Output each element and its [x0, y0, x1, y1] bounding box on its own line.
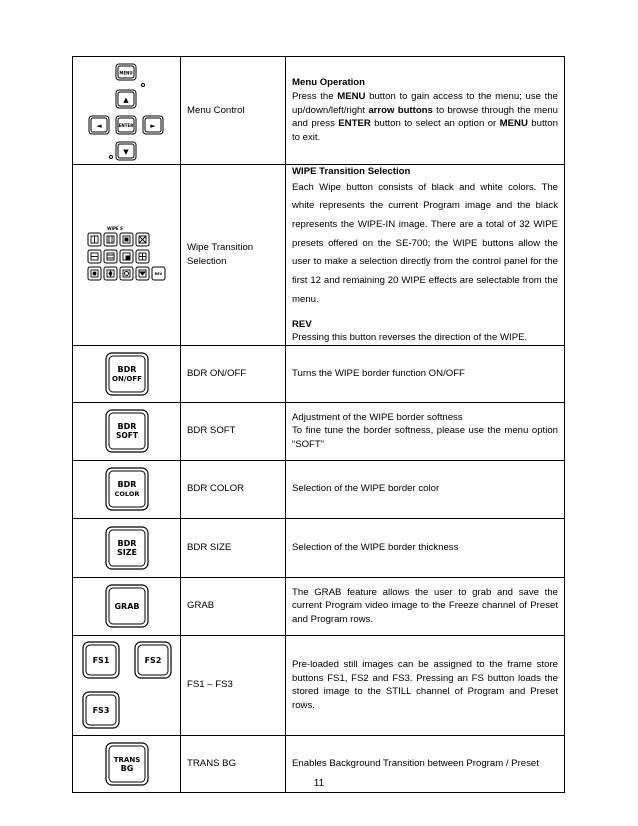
- bdr-size-image: [73, 518, 181, 577]
- table-row: [73, 57, 565, 165]
- grab-label: GRAB: [113, 602, 140, 612]
- controls-table: [72, 56, 565, 793]
- row-name: BDR COLOR: [181, 460, 286, 518]
- bdr-onoff-label-2: ON/OFF: [111, 374, 142, 383]
- grab-button-icon: [105, 584, 149, 628]
- page-number: 11: [313, 778, 325, 789]
- row-description: Adjustment of the WIPE border softness To fine tune the border softness, please use the menu option “SOFT”: [286, 402, 565, 460]
- rev-button-label: REV: [154, 271, 162, 276]
- bdr-size-label-2: SIZE: [116, 547, 137, 557]
- menu-control-icon: [87, 61, 167, 161]
- row-description: [286, 57, 565, 165]
- trans-bg-label-1: TRANS: [113, 755, 140, 764]
- row-description: Enables Background Transition between Program / Preset: [286, 735, 565, 792]
- bdr-size-button-icon: [105, 526, 149, 570]
- bdr-soft-image: [73, 402, 181, 460]
- trans-bg-label-2: BG: [120, 763, 133, 773]
- table-row: [73, 402, 565, 460]
- desc-text: Press the: [292, 91, 338, 103]
- fs3-label: FS3: [92, 706, 109, 716]
- bdr-color-label-2: COLOR: [114, 490, 139, 499]
- desc-bold: MENU: [337, 91, 366, 103]
- right-arrow-icon: ►: [149, 121, 156, 130]
- row-name: FS1 – FS3: [181, 635, 286, 735]
- row-name: Menu Control: [181, 57, 286, 165]
- wipe-panel-image: [73, 165, 181, 346]
- wipe-panel-label: WIPE S: [106, 225, 123, 231]
- fs2-label: FS2: [144, 656, 161, 666]
- row-name: Wipe Transition Selection: [181, 165, 286, 346]
- desc-text: button to exit.: [292, 118, 558, 143]
- bdr-soft-label-2: SOFT: [115, 431, 138, 441]
- menu-control-image: [73, 57, 181, 165]
- row-description: [286, 165, 565, 346]
- fs1-label: FS1: [92, 656, 109, 666]
- enter-button-label: ENTER: [118, 122, 133, 128]
- desc-text: button to gain access to the menu; use the up/down/left/right: [292, 91, 558, 116]
- table-row: [73, 345, 565, 402]
- desc-text: Each Wipe button consists of black and white colors. The white represents the current Program image and the black represents the WIPE-IN image. There are a total of 32 WIPE presets offered on the SE-700; the WIPE buttons allow the user to make a selection directly from the control panel for the first 12 and remaining 20 WIPE effects are selectable from the menu.: [292, 181, 558, 305]
- desc-bold: arrow buttons: [368, 104, 433, 116]
- table-row: [73, 460, 565, 518]
- bdr-onoff-button-icon: [105, 352, 149, 396]
- bdr-size-label-1: BDR: [117, 538, 136, 548]
- row-description: Selection of the WIPE border thickness: [286, 518, 565, 577]
- bdr-soft-label-1: BDR: [117, 422, 136, 432]
- fs-buttons-image: [73, 635, 181, 735]
- desc-text: Pressing this button reverses the direction of the WIPE.: [292, 332, 528, 344]
- down-arrow-icon: ▼: [122, 147, 129, 156]
- desc-text: button to select an option or: [370, 118, 500, 130]
- row-title-rev: REV: [292, 318, 312, 330]
- bdr-onoff-label-1: BDR: [117, 364, 136, 374]
- row-name: TRANS BG: [181, 735, 286, 792]
- desc-bold: MENU: [499, 118, 528, 130]
- bdr-onoff-image: [73, 345, 181, 402]
- row-description: Selection of the WIPE border color: [286, 460, 565, 518]
- left-arrow-icon: ◄: [95, 121, 102, 130]
- desc-bold: ENTER: [338, 118, 371, 130]
- row-description: Turns the WIPE border function ON/OFF: [286, 345, 565, 402]
- table-row: [73, 518, 565, 577]
- table-row: [73, 635, 565, 735]
- row-name: BDR SIZE: [181, 518, 286, 577]
- fs-buttons-icon: [81, 640, 173, 730]
- row-name: GRAB: [181, 577, 286, 635]
- up-arrow-icon: ▲: [122, 95, 129, 104]
- table-row: [73, 165, 565, 346]
- row-title: WIPE Transition Selection: [292, 166, 411, 177]
- row-description: The GRAB feature allows the user to grab and save the current Program video image to the Freeze channel of Preset and Program rows.: [286, 577, 565, 635]
- table-row: [73, 577, 565, 635]
- bdr-color-button-icon: [105, 467, 149, 511]
- row-description: Pre-loaded still images can be assigned to the frame store buttons FS1, FS2 and FS3. Pressing an FS button loads the stored image to the STILL channel of Program and Preset rows.: [286, 635, 565, 735]
- menu-button-label: MENU: [118, 70, 133, 75]
- bdr-color-label-1: BDR: [117, 480, 136, 490]
- bdr-soft-button-icon: [105, 409, 149, 453]
- bdr-color-image: [73, 460, 181, 518]
- wipe-panel-icon: [85, 224, 169, 286]
- row-name: BDR ON/OFF: [181, 345, 286, 402]
- row-name: BDR SOFT: [181, 402, 286, 460]
- grab-image: [73, 577, 181, 635]
- row-title: Menu Operation: [292, 77, 366, 89]
- desc-text: to browse through the menu and press: [292, 104, 558, 130]
